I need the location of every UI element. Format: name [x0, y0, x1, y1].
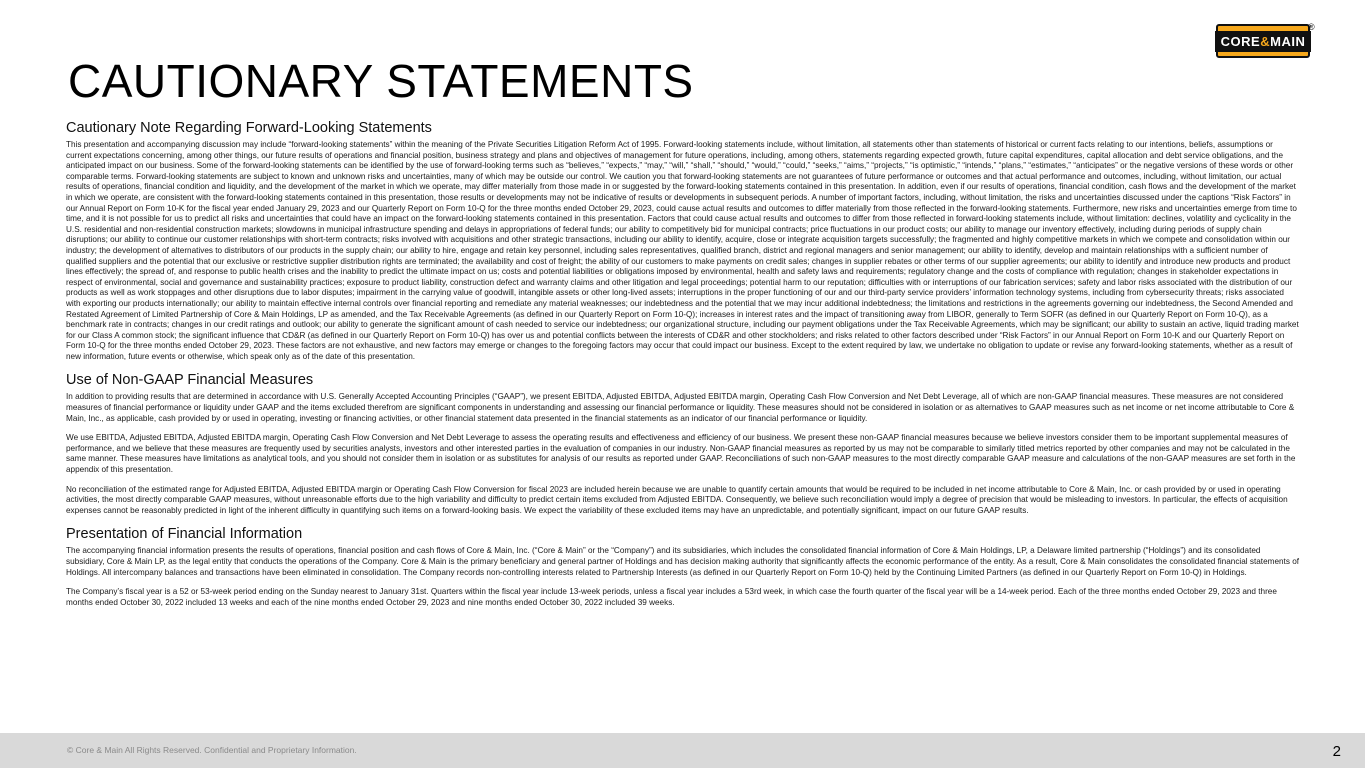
paragraph-spacer — [66, 424, 1300, 433]
non-gaap-heading: Use of Non-GAAP Financial Measures — [66, 372, 314, 389]
logo-ampersand: & — [1260, 33, 1271, 49]
logo-wordmark — [1215, 31, 1312, 52]
logo-text-left: CORE — [1220, 33, 1261, 49]
slide-content — [66, 120, 1300, 608]
financial-info-paragraph-2: The Company’s fiscal year is a 52 or 53-week period ending on the Sunday nearest to January 31st. Quarters within the fiscal year include 13-week periods, unless a fiscal year includes a 53rd week, in which case the fourth quarter of the fiscal year will be a 14-week period. Each of the three months ended October 29, 2023 and three months ended October 30, 2022 included 13 weeks and each of the nine months ended October 29, 2023 and nine months ended October 30, 2022 included 39 weeks. — [66, 587, 1277, 607]
section-spacer — [66, 362, 1300, 372]
section-spacer — [66, 516, 1300, 526]
paragraph-spacer — [66, 476, 1300, 485]
copyright-notice: © Core & Main All Rights Reserved. Confidential and Proprietary Information. — [67, 745, 357, 755]
logo-registered-mark: ® — [1308, 22, 1315, 32]
footer-bar — [0, 733, 1365, 768]
financial-info-heading: Presentation of Financial Information — [66, 526, 303, 543]
non-gaap-paragraph-2: We use EBITDA, Adjusted EBITDA, Adjusted EBITDA margin, Operating Cash Flow Conversion and Net Debt Leverage to assess the operating results and effectiveness and efficiency of our business. We present these non-GAAP financial measures because we believe investors consider them to be important supplemental measures of performance, and we believe that these measures are frequently used by securities analysts, investors and other interested parties in the evaluation of companies in our industry. Non-GAAP financial measures as reported by us may not be comparable to similarly titled metrics reported by other companies and may not be calculated in the same manner. These measures have limitations as analytical tools, and you should not consider them in isolation or as substitutes for analysis of our results as reported under GAAP. Reconciliations of such non-GAAP measures to the most directly comparable GAAP measure and calculations of the non-GAAP measures are set forth in the appendix of this presentation. — [66, 433, 1296, 475]
logo-text-right: MAIN — [1270, 33, 1306, 49]
forward-looking-paragraph: This presentation and accompanying discussion may include “forward-looking statements” within the meaning of the Private Securities Litigation Reform Act of 1995. Forward-looking statements include, without limitation, all statements other than statements of historical or current facts relating to our intentions, beliefs, assumptions or current expectations concerning, among other things, our future results of operations and financial position, business strategy and plans and objectives of management for future operations, including, among others, statements regarding expected growth, future capital expenditures, capital allocation and debt service obligations, and the anticipated impact on our business. Some of the forward-looking statements can be identified by the use of forward-looking terms such as “believes,” “expects,” “may,” “will,” “shall,” “should,” “would,” “could,” “seeks,” “aims,” “projects,” “is optimistic,” “intends,” “plans,” “estimates,” “anticipates” or the negative versions of these words or other comparable terms. Forward-looking statements are subject to known and unknown risks and uncertainties, many of which may be outside our control. We caution you that forward-looking statements are not guarantees of future performance or outcomes and that actual performance and outcomes, including, without limitation, our actual results of operations, financial condition and liquidity, and the development of the market in which we operate, may differ materially from those made in or suggested by the forward-looking statements contained in this presentation. In addition, even if our results of operations, financial condition, cash flows and the development of the market in which we operate, are consistent with the forward-looking statements contained in this presentation, those results or developments may not be indicative of results or developments in subsequent periods. A number of important factors, including, without limitation, the risks and uncertainties discussed under the captions “Risk Factors” in our Annual Report on Form 10-K for the fiscal year ended January 29, 2023 and our Quarterly Report on Form 10-Q for the three months ended October 29, 2023, could cause actual results and outcomes to differ materially from those reflected in the forward-looking statements. Furthermore, new risks and uncertainties emerge from time to time, and it is not possible for us to predict all risks and uncertainties that could have an impact on the forward-looking statements contained in this presentation. Factors that could cause actual results and outcomes to differ from those reflected in forward-looking statements include, without limitation: declines, volatility and cyclicality in the U.S. residential and non-residential construction markets; slowdowns in municipal infrastructure spending and delays in appropriations of federal funds; our ability to competitively bid for municipal contracts; price fluctuations in our product costs; our ability to manage our inventory effectively, including during periods of supply chain disruptions; our ability to continue our customer relationships with short-term contracts; risks involved with acquisitions and other strategic transactions, including our ability to identify, acquire, close or integrate acquisition targets successfully; the fragmented and highly competitive markets in which we compete and consolidation within our industry; the development of alternatives to distributors of our products in the supply chain; our ability to hire, engage and retain key personnel, including sales representatives, qualified branch, district and regional managers and senior management; our ability to identify, develop and maintain relationships with a sufficient number of qualified suppliers and the potential that our exclusive or restrictive supplier distribution rights are terminated; the availability and cost of freight; the ability of our customers to make payments on credit sales; changes in supplier rebates or other terms of our supplier agreements; our ability to identify and introduce new products and product lines effectively; the spread of, and response to public health crises and the inability to predict the ultimate impact on us; costs and potential liabilities or obligations imposed by environmental, health and safety laws and requirements; regulatory change and the costs of compliance with regulation; changes in stakeholder expectations in respect of environmental, social and governance and sustainability practices; exposure to product liability, construction defect and warranty claims and other litigation and legal proceedings; potential harm to our reputation; difficulties with or interruptions of our fabrication services; safety and labor risks associated with the distribution of our products as well as work stoppages and other disruptions due to labor disputes; impairment in the carrying value of goodwill, intangible assets or other long-lived assets; interruptions in the proper functioning of our and our third-party service providers’ information technology systems, including from cybersecurity threats; risks associated with exporting our products internationally; our ability to maintain effective internal controls over financial reporting and remediate any material weaknesses; our indebtedness and the potential that we may incur additional indebtedness; the limitations and restrictions in the agreements governing our indebtedness, the Second Amended and Restated Agreement of Limited Partnership of Core & Main Holdings, LP as amended, and the Tax Receivable Agreements (as defined in our Quarterly Report on Form 10-Q); increases in interest rates and the impact of transitioning away from LIBOR, generally to Term SOFR (as defined in our Quarterly Report on Form 10-Q), as a benchmark rate in contracts; changes in our credit ratings and outlook; our ability to generate the significant amount of cash needed to service our indebtedness; our organizational structure, including our payment obligations under the Tax Receivable Agreements, which may be significant; our ability to sustain an active, liquid trading market for our Class A common stock; the significant influence that CD&R (as defined in our Quarterly Report on Form 10-Q) has over us and potential conflicts between the interests of CD&R and other stockholders; and risks related to other factors described under “Risk Factors” in our Annual Report on Form 10-K and our Quarterly Report on Form 10-Q for the three months ended October 29, 2023. These factors are not exhaustive, and new factors may emerge or changes to the foregoing factors may occur that could impact our business. Except to the extent required by law, we undertake no obligation to update or revise any forward-looking statements, whether as a result of new information, future events or otherwise, which speak only as of the date of this presentation. — [66, 140, 1299, 361]
page-number: 2 — [1332, 743, 1341, 760]
page-title: CAUTIONARY STATEMENTS — [68, 55, 694, 107]
financial-info-paragraph-1: The accompanying financial information presents the results of operations, financial position and cash flows of Core & Main, Inc. (“Core & Main” or the “Company”) and its subsidiaries, which includes the consolidated financial information of Core & Main Holdings, LP, a Delaware limited partnership (“Holdings”) and its consolidated subsidiary, Core & Main LP, as the legal entity that conducts the operations of the Company. Core & Main is the primary beneficiary and general partner of Holdings and has decision making authority that significantly affects the economic performance of the entity. As a result, Core & Main consolidates the consolidated financial statements of Holdings. All intercompany balances and transactions have been eliminated in consolidation. The Company records non-controlling interests related to Partnership Interests (as defined in our Quarterly Report on Form 10-Q) held by the Continuing Limited Partners (as defined in our Quarterly Report on Form 10-Q) in Holdings. — [66, 546, 1300, 577]
paragraph-spacer — [66, 578, 1300, 587]
forward-looking-heading: Cautionary Note Regarding Forward-Looking Statements — [66, 120, 432, 136]
company-logo — [1216, 24, 1310, 58]
non-gaap-paragraph-3: No reconciliation of the estimated range for Adjusted EBITDA, Adjusted EBITDA margin or Operating Cash Flow Conversion for fiscal 2023 are included herein because we are unable to quantify certain amounts that would be required to be included in net income attributable to Core & Main, Inc. or cash provided by or used in operating activities, the most directly comparable GAAP measures, without unreasonable efforts due to the high variability and difficulty to predict certain items excluded from Adjusted EBITDA. Consequently, we believe such reconciliation would imply a degree of precision that would be misleading to investors. In particular, the effects of acquisition expenses cannot be reasonably predicted in light of the inherent difficulty in quantifying such items on a forward-looking basis. We expect the variability of these excluded items may have an unpredictable, and potentially significant, impact on our future GAAP results. — [66, 484, 1288, 515]
non-gaap-paragraph-1: In addition to providing results that are determined in accordance with U.S. Generally Accepted Accounting Principles (“GAAP”), we present EBITDA, Adjusted EBITDA, Adjusted EBITDA margin, Operating Cash Flow Conversion and Net Debt Leverage, all of which are non-GAAP financial measures. These measures are not considered measures of financial performance or liquidity under GAAP and the items excluded therefrom are significant components in understanding and assessing our financial performance or liquidity. These measures should not be considered in isolation or as alternatives to GAAP measures such as net income or net income attributable to Core & Main, Inc., as applicable, cash provided by or used in operating, investing or financing activities, or other financial statement data presented in the financial statements as an indicator of our financial performance or liquidity. — [66, 392, 1295, 423]
